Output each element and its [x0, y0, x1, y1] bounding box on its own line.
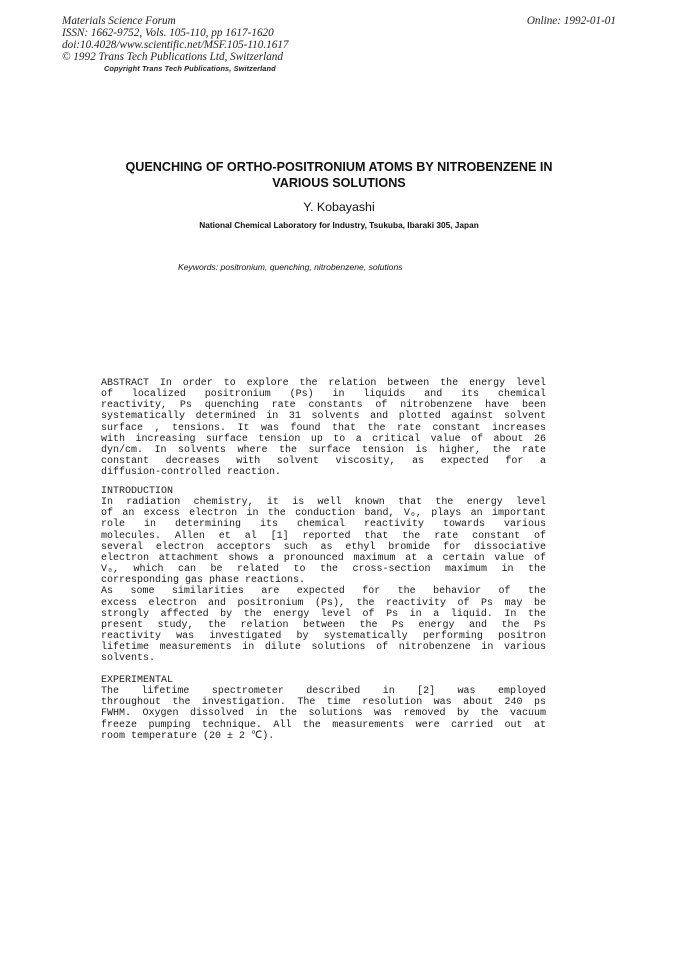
text-line: diffusion-controlled reaction.: [101, 467, 282, 479]
text-line: FWHM. Oxygen dissolved in the solutions was removed by the vacuum: [101, 708, 546, 720]
text-line: dyn/cm. In solvents where the surface tension is higher, the rate: [101, 444, 546, 456]
text-line: surface , tensions. It was found that the rate constant increases: [101, 422, 546, 434]
online-date: Online: 1992-01-01: [526, 15, 616, 27]
journal-name: Materials Science Forum: [62, 15, 176, 27]
paper-title: [80, 159, 598, 191]
copyright-line: © 1992 Trans Tech Publications Ltd, Switzerland: [62, 51, 283, 63]
keywords: Keywords: positronium, quenching, nitrobenzene, solutions: [178, 262, 403, 272]
experimental-heading: EXPERIMENTAL: [101, 675, 174, 686]
abstract-section: [101, 378, 546, 478]
text-line: of localized positronium (Ps) in liquids and its chemical: [101, 389, 546, 401]
experimental-body: [101, 686, 546, 742]
text-line: corresponding gas phase reactions.: [101, 575, 306, 587]
text-line: reactivity, Ps quenching rate constants of nitrobenzene have been: [101, 400, 546, 412]
introduction-heading: INTRODUCTION: [101, 486, 174, 497]
text-line: lifetime measurements in dilute solutions of nitrobenzene in various: [101, 642, 546, 654]
text-line: room temperature (20 ± 2 ℃).: [101, 730, 275, 742]
journal-header: [62, 15, 289, 63]
text-line: The lifetime spectrometer described in [2] was employed: [101, 686, 546, 698]
text-line: throughout the investigation. The time resolution was about 240 ps: [101, 697, 546, 709]
text-line: with increasing surface tension up to a critical value of about 26: [101, 433, 546, 445]
text-line: role in determining its chemical reactivity towards various: [101, 519, 546, 531]
doi-line: doi:10.4028/www.scientific.net/MSF.105-110.1617: [62, 39, 289, 51]
text-line: ABSTRACT In order to explore the relation between the energy level: [101, 378, 546, 389]
text-line: several electron acceptors such as ethyl bromide for dissociative: [101, 541, 546, 553]
title-line-1: QUENCHING OF ORTHO-POSITRONIUM ATOMS BY NITROBENZENE IN: [125, 160, 553, 174]
text-line: reactivity was investigated by systematically performing positron: [101, 631, 546, 643]
text-line: electron attachment shows a pronounced maximum at a certain value of: [101, 552, 546, 564]
text-line: of an excess electron in the conduction band, V₀, plays an important: [101, 508, 546, 520]
author: Y. Kobayashi: [303, 200, 375, 214]
text-line: constant decreases with solvent viscosity, as expected for a: [101, 456, 546, 468]
copyright-stamp: Copyright Trans Tech Publications, Switzerland: [104, 64, 276, 73]
text-line: In radiation chemistry, it is well known that the energy level: [101, 497, 546, 509]
text-line: As some similarities are expected for the behavior of the: [101, 586, 546, 598]
affiliation: National Chemical Laboratory for Industry, Tsukuba, Ibaraki 305, Japan: [199, 220, 479, 230]
title-line-2: VARIOUS SOLUTIONS: [272, 176, 406, 190]
text-line: V₀, which can be related to the cross-section maximum in the: [101, 564, 546, 576]
text-line: freeze pumping technique. All the measurements were carried out at: [101, 719, 546, 731]
text-line: molecules. Allen et al [1] reported that the rate constant of: [101, 530, 546, 542]
introduction-section: [101, 486, 546, 665]
introduction-body: [101, 497, 546, 664]
text-line: excess electron and positronium (Ps), the reactivity of Ps may be: [101, 597, 546, 609]
text-line: strongly affected by the energy level of Ps in a liquid. In the: [101, 608, 546, 620]
experimental-section: [101, 675, 546, 742]
abstract-body: [101, 378, 546, 478]
text-line: solvents.: [101, 653, 156, 665]
issn-line: ISSN: 1662-9752, Vols. 105-110, pp 1617-1620: [62, 27, 274, 39]
text-line: systematically determined in 31 solvents and plotted against solvent: [101, 411, 546, 423]
text-line: present study, the relation between the Ps energy and the Ps: [101, 619, 546, 631]
